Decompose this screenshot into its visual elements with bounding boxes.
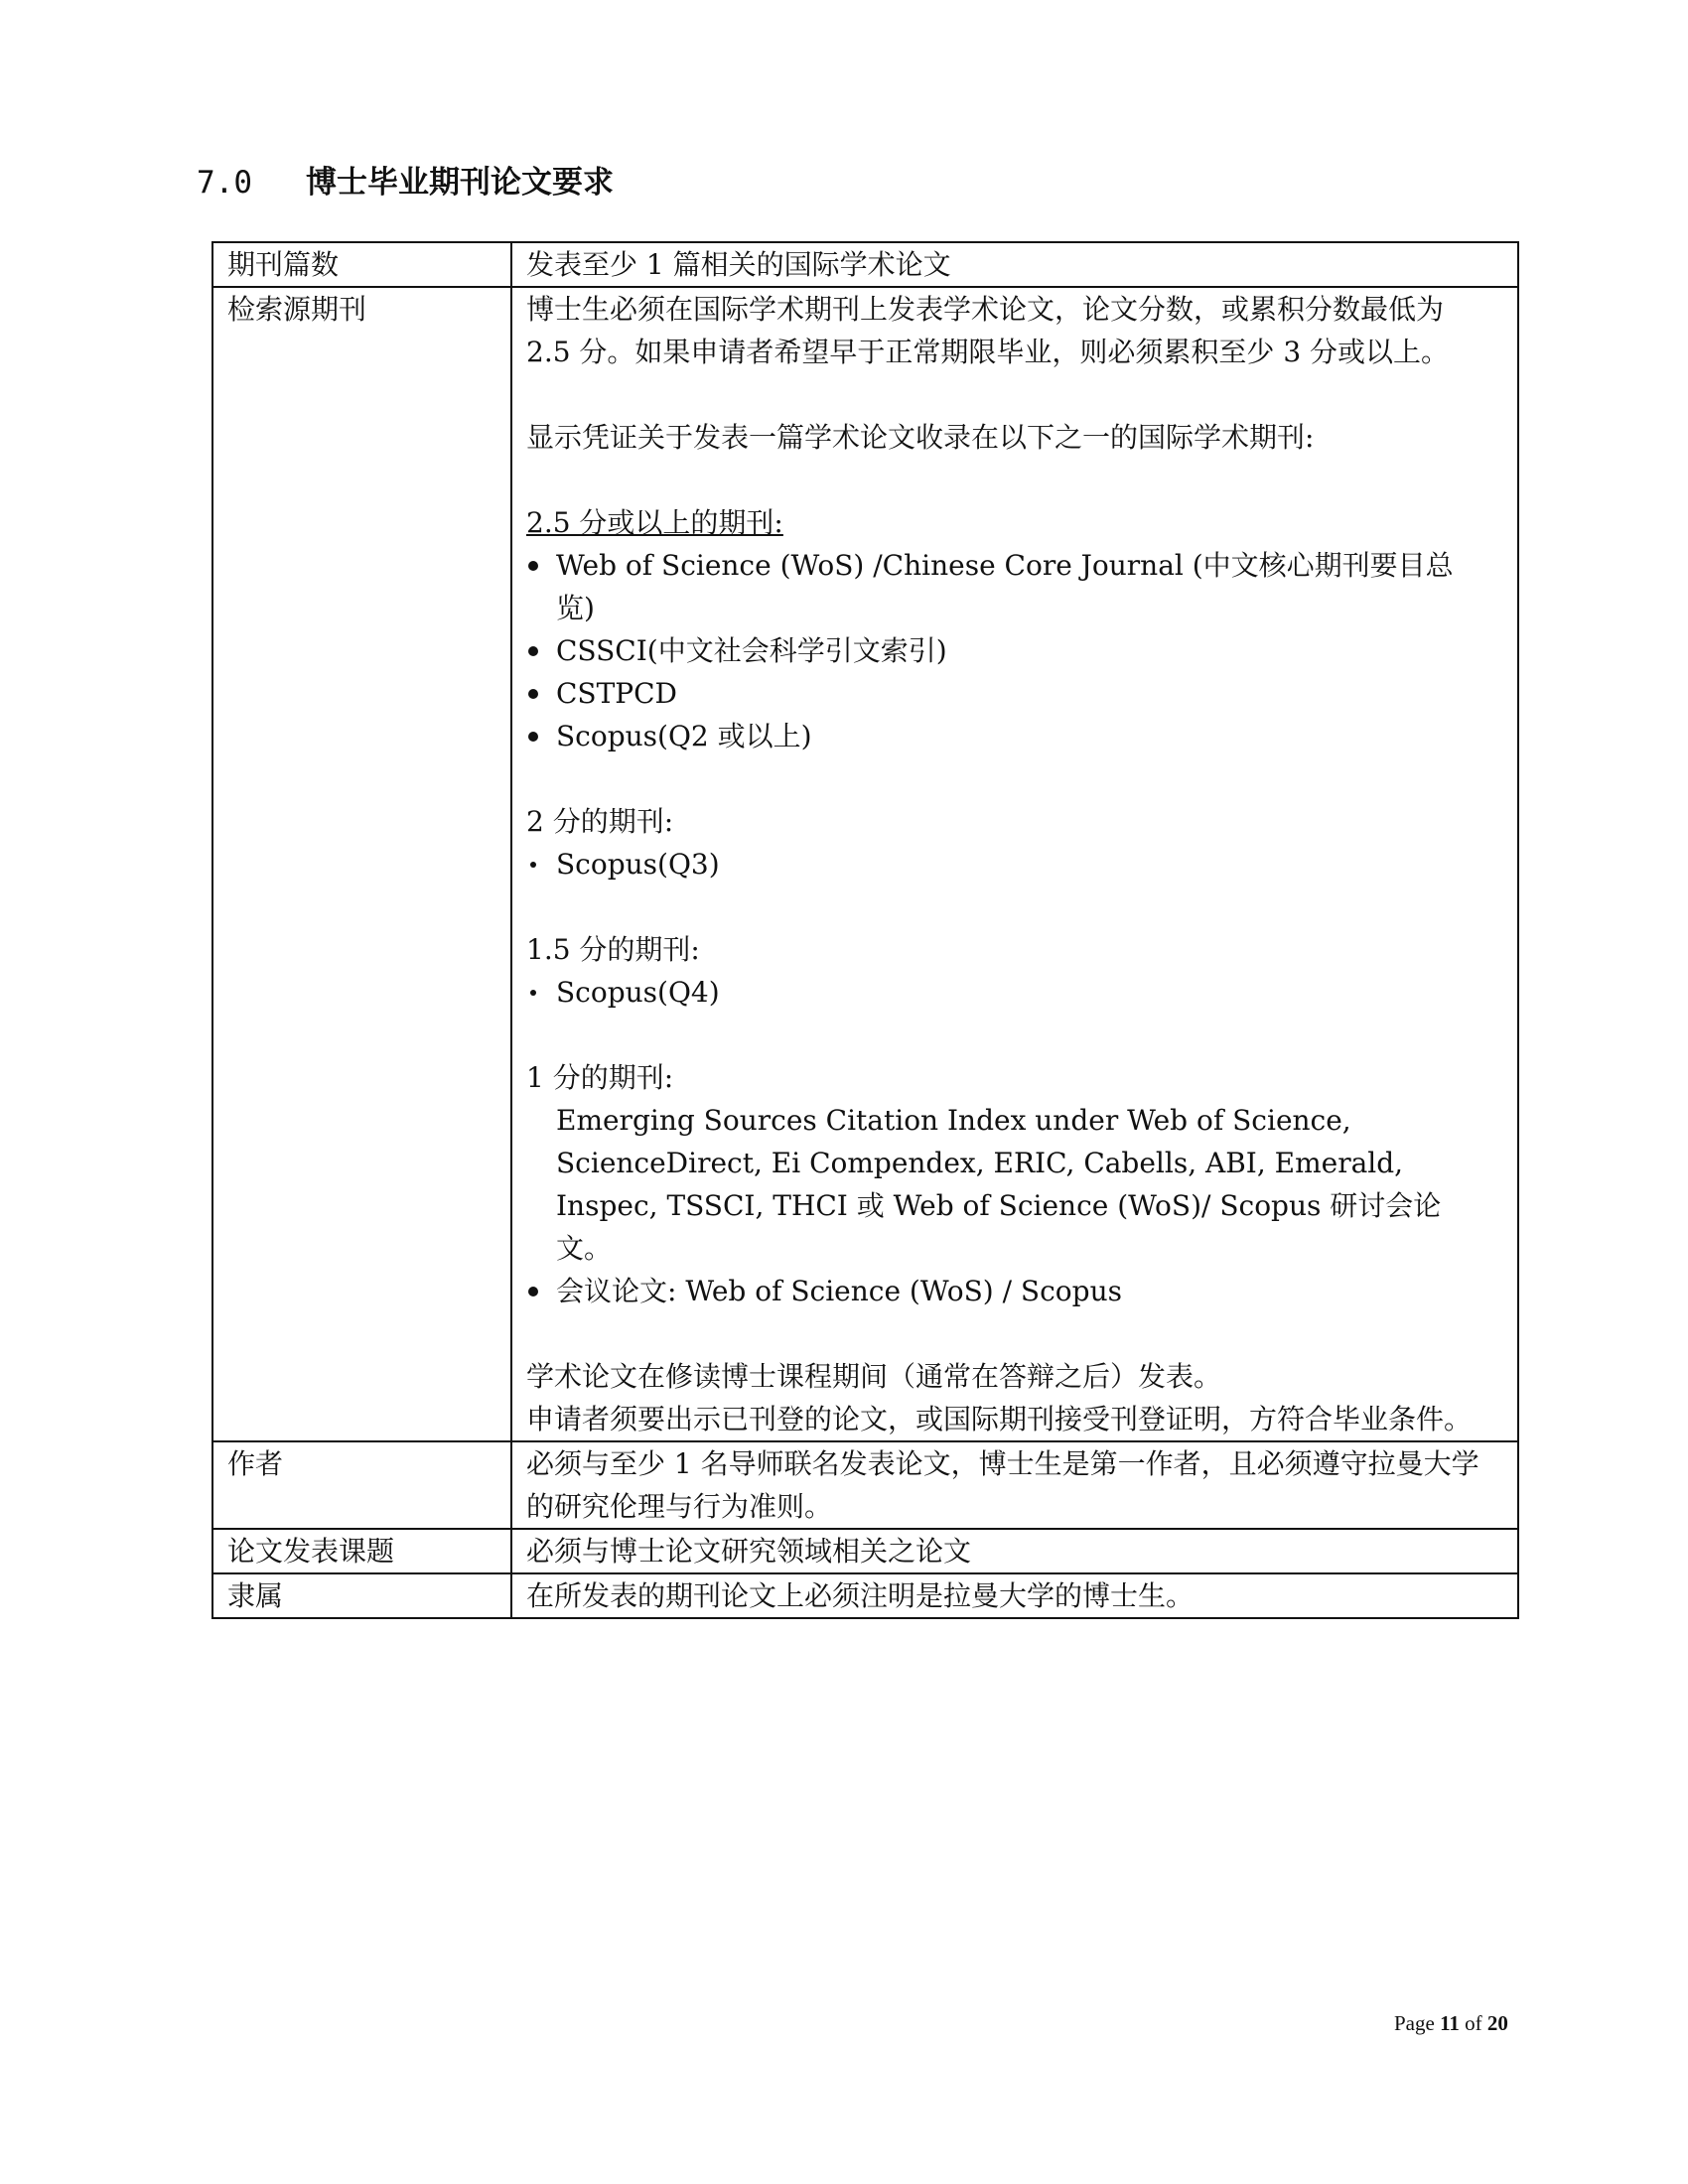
page-label: Page [1394, 2011, 1435, 2035]
tier-list [526, 843, 1491, 886]
row-key: 期刊篇数 [212, 242, 511, 287]
proof-text: 显示凭证关于发表一篇学术论文收录在以下之一的国际学术期刊: [526, 421, 1315, 454]
tier-list [526, 1270, 1491, 1312]
row-value: 在所发表的期刊论文上必须注明是拉曼大学的博士生。 [511, 1573, 1518, 1618]
table-row [212, 287, 1518, 1441]
page-total: 20 [1486, 2011, 1508, 2035]
list-item: Scopus(Q2 或以上) [526, 715, 1491, 757]
list-item: Scopus(Q4) [526, 971, 1491, 1014]
list-item: Scopus(Q3) [526, 843, 1491, 886]
page-number [1394, 2011, 1508, 2036]
tier-list [526, 971, 1491, 1014]
publication-requirement-text: 博士生必须在国际学术期刊上发表学术论文，论文分数，或累积分数最低为 2.5 分。如果申请者希望早于正常期限毕业，则必须累积至少 3 分或以上。 [526, 293, 1450, 368]
tier-heading: 1.5 分的期刊: [526, 933, 700, 966]
row-value: 发表至少 1 篇相关的国际学术论文 [511, 242, 1518, 287]
row-key: 论文发表课题 [212, 1529, 511, 1573]
table-row [212, 242, 1518, 287]
tier-heading: 2.5 分或以上的期刊: [526, 506, 783, 539]
section-number: 7.0 [197, 165, 252, 201]
list-item: 会议论文: Web of Science (WoS) / Scopus [526, 1270, 1491, 1312]
row-value: 必须与博士论文研究领域相关之论文 [511, 1529, 1518, 1573]
list-item: Web of Science (WoS) /Chinese Core Journal (中文核心期刊要目总览) [526, 544, 1491, 629]
list-item: CSSCI(中文社会科学引文索引) [526, 629, 1491, 672]
tier-text: Emerging Sources Citation Index under Web of Science, ScienceDirect, Ei Compendex, ERIC, Cabells, ABI, Emerald, Inspec, TSSCI, THCI 或 Web of Science (WoS)/ Scopus 研讨会论文。 [556, 1104, 1442, 1265]
page-current: 11 [1440, 2011, 1460, 2035]
table-row [212, 1573, 1518, 1618]
note-text: 申请者须要出示已刊登的论文，或国际期刊接受刊登证明，方符合毕业条件。 [526, 1403, 1473, 1435]
indexed-journals-cell [511, 287, 1518, 1441]
row-value: 必须与至少 1 名导师联名发表论文，博士生是第一作者，且必须遵守拉曼大学的研究伦理与行为准则。 [511, 1441, 1518, 1529]
row-key: 检索源期刊 [212, 287, 511, 1441]
tier-heading: 2 分的期刊: [526, 805, 674, 838]
section-title: 博士毕业期刊论文要求 [306, 165, 614, 201]
tier-heading: 1 分的期刊: [526, 1061, 674, 1094]
tier-list [526, 544, 1491, 757]
table-row [212, 1441, 1518, 1529]
requirements-table [211, 241, 1519, 1619]
row-key: 隶属 [212, 1573, 511, 1618]
table-row [212, 1529, 1518, 1573]
list-item: CSTPCD [526, 672, 1491, 715]
of-label: of [1465, 2011, 1482, 2035]
section-heading [197, 157, 614, 202]
note-text: 学术论文在修读博士课程期间（通常在答辩之后）发表。 [526, 1360, 1222, 1393]
row-key: 作者 [212, 1441, 511, 1529]
